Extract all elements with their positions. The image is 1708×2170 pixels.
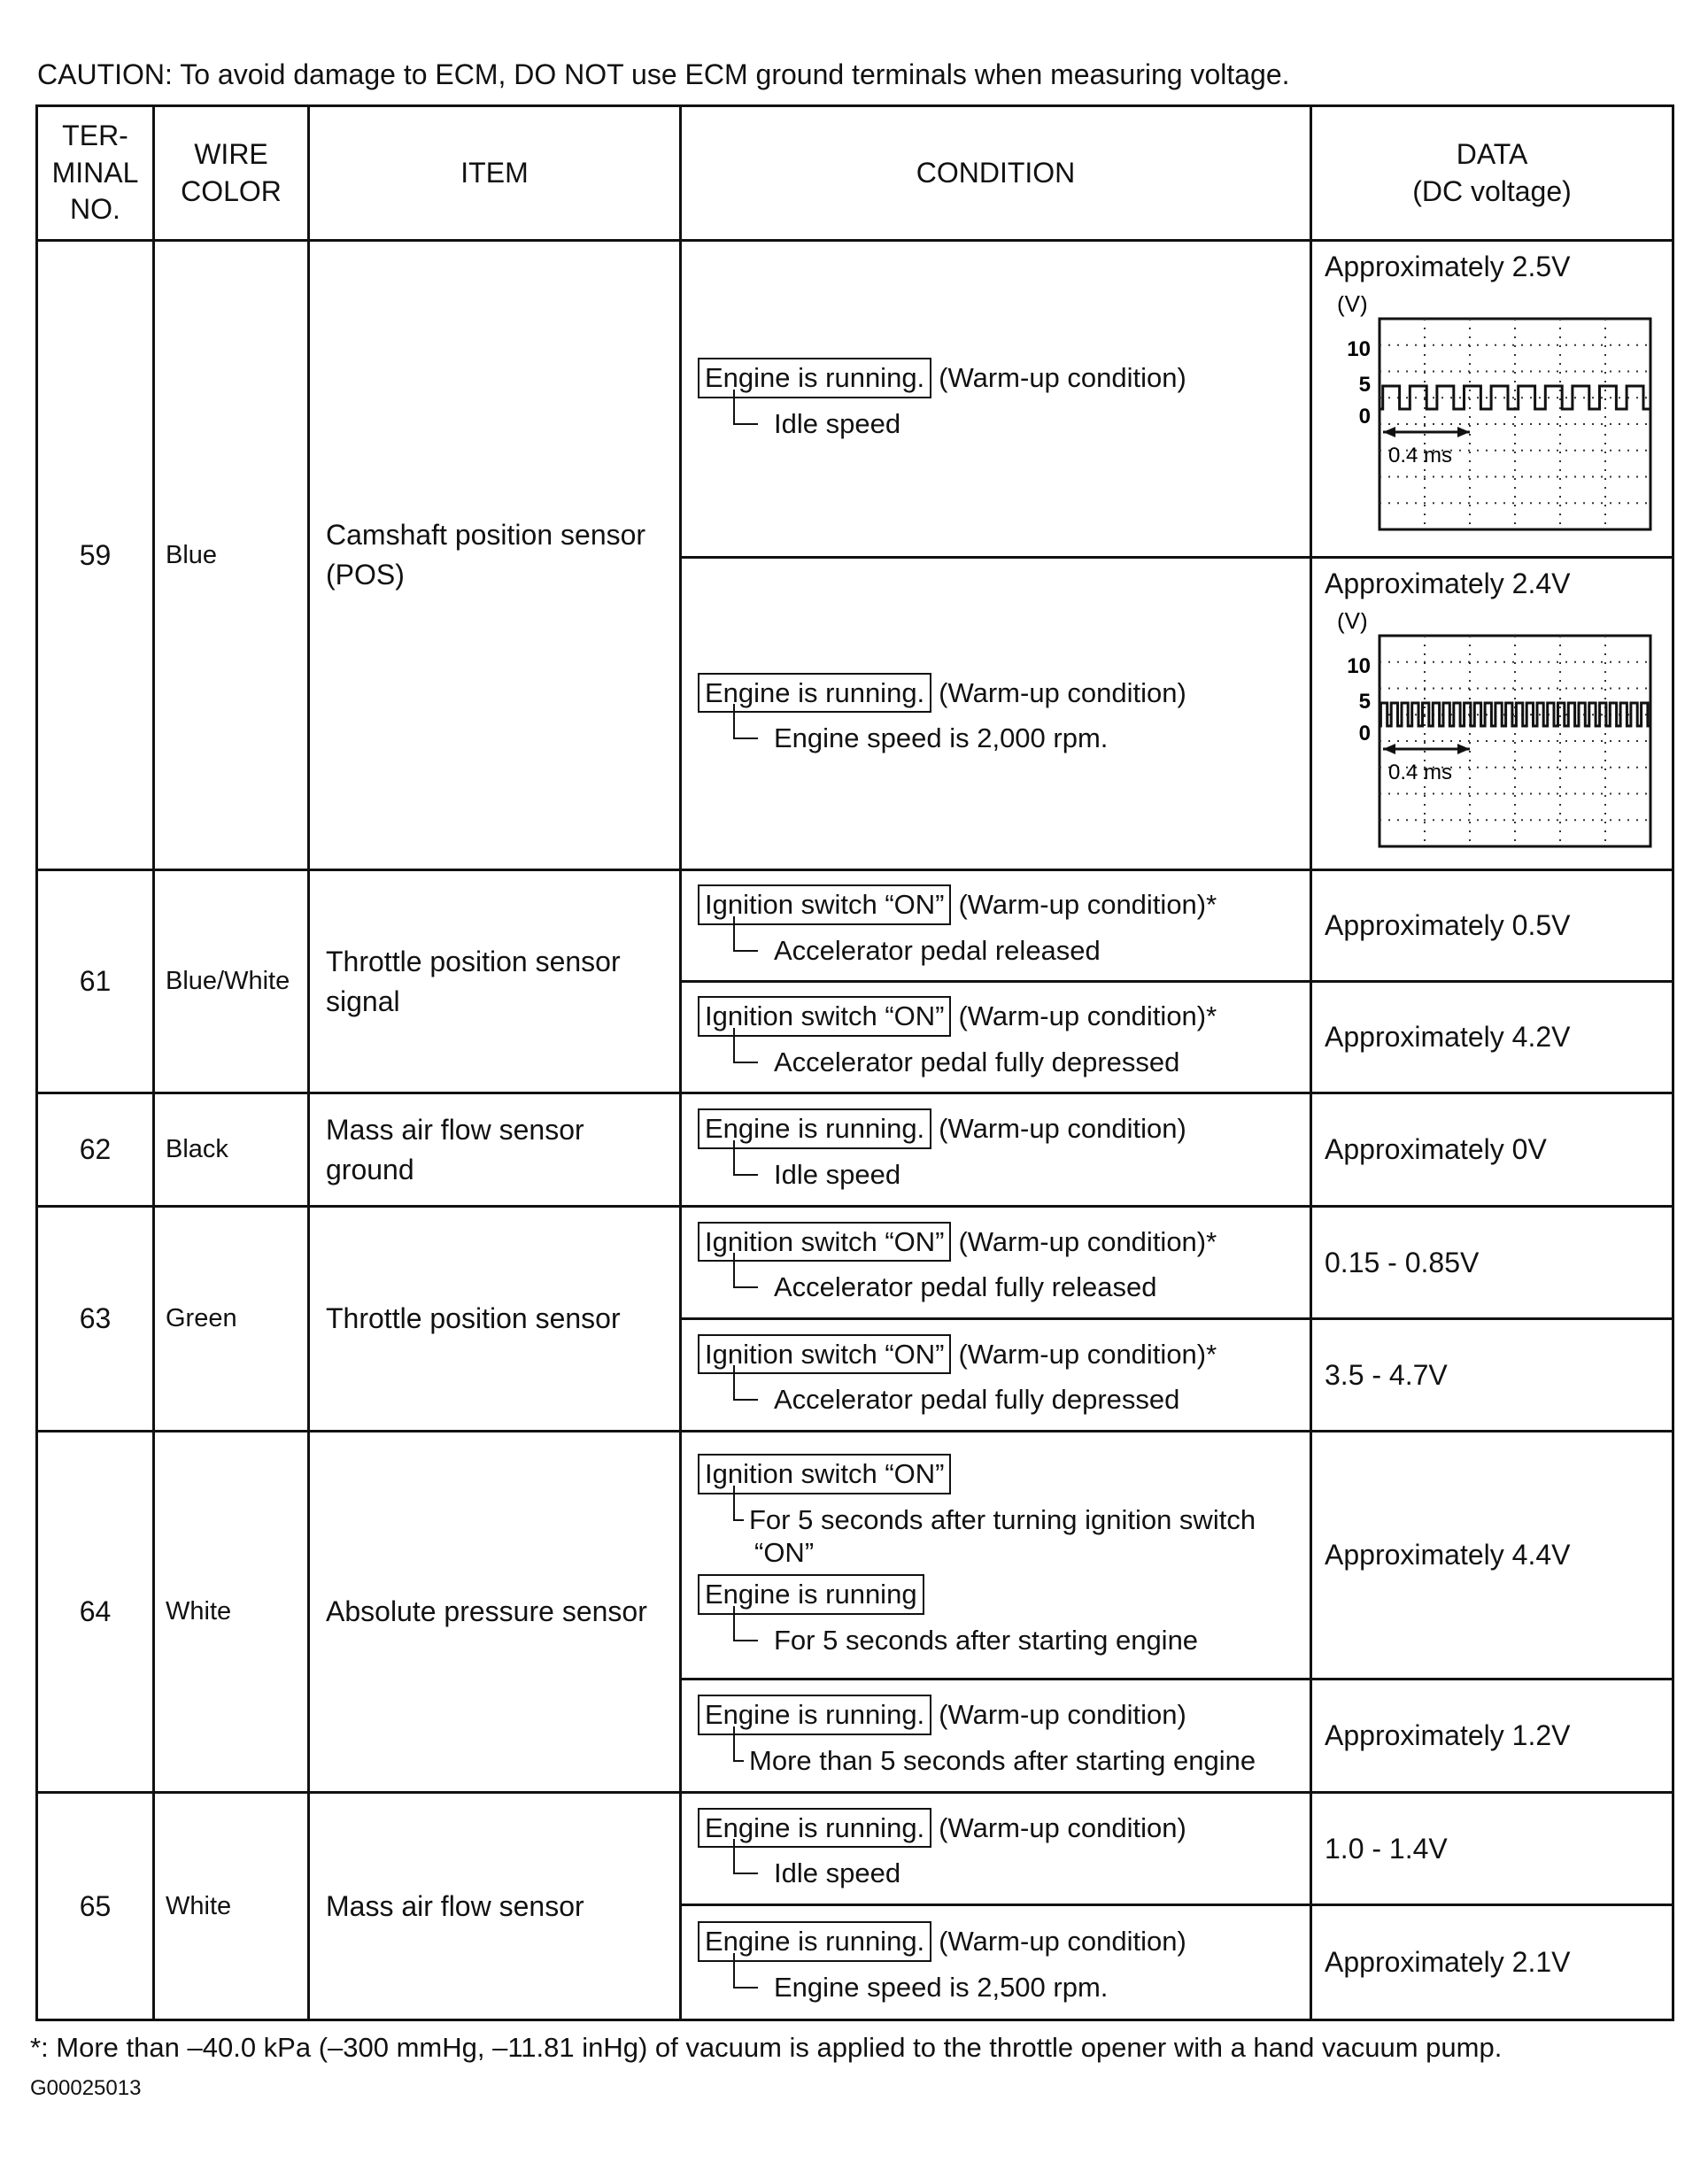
condition-sub: Idle speed [733,1857,1310,1889]
data-cell: Approximately 0.5V [1311,870,1673,982]
condition-note: (Warm-up condition)* [958,1338,1217,1370]
figure-code: G00025013 [30,2076,142,2100]
condition-cell [681,241,1311,558]
condition-cell [681,558,1311,870]
condition-box: Engine is running. [698,673,931,714]
condition-box: Engine is running. [698,1108,931,1149]
condition-note: (Warm-up condition)* [958,889,1217,921]
table-row [37,1793,1673,1905]
condition-note: (Warm-up condition)* [958,1225,1217,1257]
terminal-cell: 61 [37,870,154,1093]
data-cell: 3.5 - 4.7V [1311,1319,1673,1432]
item-cell: Absolute pressure sensor [309,1432,681,1793]
header-condition: CONDITION [681,106,1311,241]
condition-cell [681,982,1311,1093]
terminal-cell: 63 [37,1207,154,1432]
scope-tick-label: 10 [1347,654,1371,678]
scope-arrow-head [1457,744,1470,754]
condition-box: Engine is running. [698,1695,931,1735]
scope-time-label: 0.4 ms [1388,444,1453,467]
scope-arrow-head [1457,427,1470,437]
condition-cell [681,1319,1311,1432]
data-cell [1311,241,1673,558]
scope-unit-label: (V) [1337,613,1368,634]
scope-trace [1380,703,1650,726]
condition-cell [681,1207,1311,1319]
scope-tick-label: 10 [1347,337,1371,361]
condition-sub: Accelerator pedal fully depressed [733,1046,1310,1078]
scope-arrow-head [1383,744,1395,754]
scope-tick-label: 5 [1358,690,1371,714]
condition-cell [681,1793,1311,1905]
wire-color-cell: White [154,1793,309,2020]
data-cell: Approximately 0V [1311,1093,1673,1207]
wire-color-cell: Black [154,1093,309,1207]
wire-color-cell: Blue/White [154,870,309,1093]
condition-note: (Warm-up condition) [939,1699,1186,1731]
data-cell: 0.15 - 0.85V [1311,1207,1673,1319]
item-cell: Mass air flow sensor [309,1793,681,2020]
condition-sub: For 5 seconds after starting engine [733,1624,1310,1656]
data-value: Approximately 2.5V [1325,251,1571,282]
scope-tick-label: 0 [1358,405,1371,429]
scope-arrow-head [1383,427,1395,437]
condition-cell [681,1093,1311,1207]
condition-cell [681,1680,1311,1793]
data-value: Approximately 2.4V [1325,568,1571,599]
item-cell: Throttle position sensor [309,1207,681,1432]
condition-box: Ignition switch “ON” [698,1222,951,1263]
condition-sub: Idle speed [733,1158,1310,1191]
condition-box: Ignition switch “ON” [698,1454,951,1494]
condition-sub: More than 5 seconds after starting engine [733,1744,1310,1777]
header-wire-color: WIRE COLOR [154,106,309,241]
condition-sub-continued: “ON” [754,1536,815,1568]
scope-unit-label: (V) [1337,296,1368,317]
table-row [37,241,1673,558]
scope-time-label: 0.4 ms [1388,761,1453,784]
data-cell: 1.0 - 1.4V [1311,1793,1673,1905]
condition-sub: Engine speed is 2,000 rpm. [733,722,1310,754]
data-cell: Approximately 4.4V [1311,1432,1673,1680]
terminal-cell: 59 [37,241,154,870]
condition-note: (Warm-up condition) [939,676,1186,708]
condition-note: (Warm-up condition) [939,1113,1186,1145]
header-data: DATA (DC voltage) [1311,106,1673,241]
footnote: *: More than –40.0 kPa (–300 mmHg, –11.81 inHg) of vacuum is applied to the throttle opener with a hand vacuum pump. [30,2032,1503,2063]
table-row [37,1093,1673,1207]
oscilloscope-waveform-idle [1325,296,1661,535]
ecm-terminal-table [35,104,1674,2021]
condition-box: Ignition switch “ON” [698,884,951,925]
oscilloscope-waveform-2000rpm [1325,613,1661,852]
condition-sub: For 5 seconds after turning ignition switch [733,1503,1310,1536]
item-cell: Mass air flow sensor ground [309,1093,681,1207]
condition-note: (Warm-up condition) [939,1926,1186,1958]
condition-note: (Warm-up condition) [939,362,1186,394]
item-cell: Camshaft position sensor (POS) [309,241,681,870]
condition-box: Ignition switch “ON” [698,1334,951,1375]
header-terminal: TER- MINAL NO. [37,106,154,241]
table-row [37,1432,1673,1680]
data-cell: Approximately 1.2V [1311,1680,1673,1793]
scope-tick-label: 0 [1358,722,1371,745]
terminal-cell: 65 [37,1793,154,2020]
condition-box: Engine is running. [698,1921,931,1962]
condition-sub: Idle speed [733,407,1310,440]
condition-box: Ignition switch “ON” [698,996,951,1037]
data-cell: Approximately 2.1V [1311,1905,1673,2020]
table-row [37,1207,1673,1319]
wire-color-cell: Green [154,1207,309,1432]
condition-cell [681,1905,1311,2020]
wire-color-cell: Blue [154,241,309,870]
condition-cell [681,870,1311,982]
header-item: ITEM [309,106,681,241]
data-cell [1311,558,1673,870]
condition-note: (Warm-up condition)* [958,1000,1217,1032]
caution-note: CAUTION: To avoid damage to ECM, DO NOT use ECM ground terminals when measuring voltage. [37,58,1290,90]
condition-box: Engine is running [698,1574,924,1615]
table-row [37,870,1673,982]
condition-box: Engine is running. [698,358,931,398]
scope-tick-label: 5 [1358,373,1371,397]
terminal-cell: 62 [37,1093,154,1207]
condition-sub: Accelerator pedal fully depressed [733,1383,1310,1416]
condition-box: Engine is running. [698,1808,931,1849]
condition-sub: Engine speed is 2,500 rpm. [733,1971,1310,2004]
condition-sub: Accelerator pedal released [733,934,1310,967]
wire-color-cell: White [154,1432,309,1793]
condition-cell [681,1432,1311,1680]
terminal-cell: 64 [37,1432,154,1793]
condition-note: (Warm-up condition) [939,1811,1186,1843]
item-cell: Throttle position sensor signal [309,870,681,1093]
data-cell: Approximately 4.2V [1311,982,1673,1093]
table-header-row [37,106,1673,241]
condition-sub: Accelerator pedal fully released [733,1270,1310,1303]
